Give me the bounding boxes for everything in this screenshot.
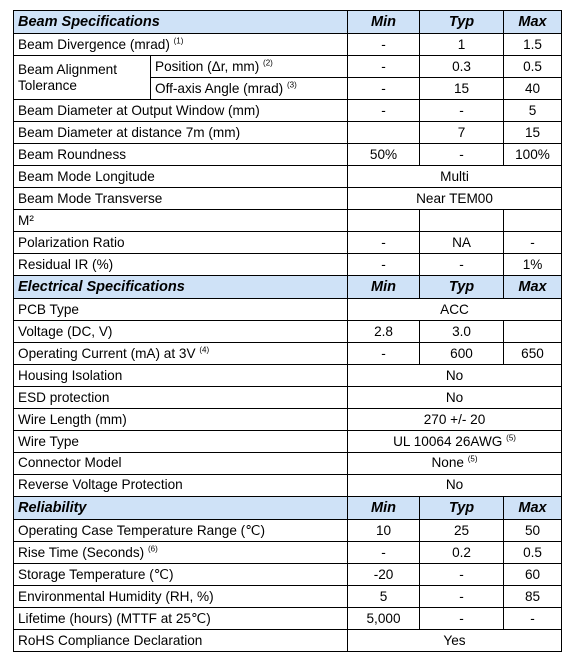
value-span <box>348 408 562 430</box>
header-max <box>504 496 562 519</box>
value-max <box>504 542 562 564</box>
row-label-text: Wire Length (mm) <box>18 411 127 427</box>
value-max-text: 100% <box>515 146 550 162</box>
value-typ <box>420 343 504 365</box>
value-min <box>348 231 420 253</box>
value-typ-text: - <box>459 588 464 604</box>
row-label <box>14 343 348 365</box>
row-label-text: M² <box>18 212 34 228</box>
header-min-text: Min <box>371 278 396 295</box>
value-typ <box>420 100 504 122</box>
value-max <box>504 122 562 144</box>
value-typ <box>420 34 504 56</box>
row-label <box>14 231 348 253</box>
row-label-text: Operating Case Temperature Range (℃) <box>18 522 265 538</box>
row-label <box>14 563 348 585</box>
table-row <box>14 563 562 585</box>
header-typ-text: Typ <box>448 13 475 30</box>
table-row <box>14 629 562 651</box>
table-row <box>14 408 562 430</box>
value-max <box>504 563 562 585</box>
value-span <box>348 474 562 496</box>
value-max-text: 50 <box>524 522 541 538</box>
value-min-text: - <box>381 234 386 250</box>
value-max <box>504 78 562 100</box>
value-max <box>504 520 562 542</box>
table-row <box>14 253 562 275</box>
table-row <box>14 166 562 188</box>
table-row <box>14 343 562 365</box>
value-span-text: 270 +/- 20 <box>423 411 486 427</box>
value-max-text: 40 <box>524 80 541 96</box>
value-max <box>504 231 562 253</box>
header-max <box>504 275 562 298</box>
value-min-text: -20 <box>373 566 394 582</box>
footnote-ref: (5) <box>467 454 478 464</box>
value-min <box>348 34 420 56</box>
table-row <box>14 209 562 231</box>
table-row <box>14 100 562 122</box>
header-typ-text: Typ <box>448 278 475 295</box>
value-span <box>348 452 562 474</box>
value-span <box>348 629 562 651</box>
value-typ-text: - <box>459 566 464 582</box>
table-row <box>14 520 562 542</box>
table-row <box>14 386 562 408</box>
value-span-text: No <box>445 367 464 383</box>
value-max <box>504 56 562 78</box>
value-max <box>504 585 562 607</box>
value-typ-text: NA <box>452 234 471 250</box>
row-label-text: Reverse Voltage Protection <box>18 477 183 493</box>
value-typ <box>420 585 504 607</box>
row-sublabel-text: Off-axis Angle (mrad) <box>155 80 284 96</box>
value-min <box>348 585 420 607</box>
table-row <box>14 607 562 629</box>
value-max <box>504 34 562 56</box>
value-min-text: 2.8 <box>374 323 393 339</box>
row-label-text: Lifetime (hours) (MTTF at 25℃) <box>18 610 211 626</box>
table-row <box>14 231 562 253</box>
value-max-text: - <box>530 610 535 626</box>
value-max <box>504 253 562 275</box>
row-label <box>14 299 348 321</box>
value-span-text: No <box>445 389 464 405</box>
row-label <box>14 607 348 629</box>
section-title-text: Reliability <box>18 499 87 516</box>
value-typ <box>420 209 504 231</box>
row-label-text: Beam Mode Longitude <box>18 168 155 184</box>
value-typ <box>420 78 504 100</box>
value-min-text: 5 <box>379 588 388 604</box>
section-title-text: Electrical Specifications <box>18 278 185 295</box>
group-label-text: Beam Alignment Tolerance <box>18 62 117 93</box>
section-title <box>14 496 348 519</box>
value-span-text: UL 10064 26AWG <box>393 433 503 449</box>
row-label-text: Operating Current (mA) at 3V <box>18 345 196 361</box>
value-min <box>348 144 420 166</box>
table-row <box>14 34 562 56</box>
group-label <box>14 56 151 100</box>
header-max-text: Max <box>518 499 547 516</box>
section-title-text: Beam Specifications <box>18 13 160 30</box>
value-typ <box>420 122 504 144</box>
header-max-text: Max <box>518 278 547 295</box>
value-max-text: 60 <box>524 566 541 582</box>
value-span-text: Near TEM00 <box>416 190 493 206</box>
value-min <box>348 520 420 542</box>
header-typ <box>420 496 504 519</box>
row-label-text: Polarization Ratio <box>18 234 125 250</box>
value-typ <box>420 56 504 78</box>
row-label-text: Housing Isolation <box>18 367 123 383</box>
header-min <box>348 496 420 519</box>
row-sublabel-text: Position (Δr, mm) <box>155 58 260 74</box>
row-label-text: Environmental Humidity (RH, %) <box>18 588 214 604</box>
section-title <box>14 275 348 298</box>
value-min <box>348 253 420 275</box>
value-typ <box>420 144 504 166</box>
value-max-text: 0.5 <box>523 58 542 74</box>
header-typ <box>420 11 504 34</box>
row-label-text: Residual IR (%) <box>18 256 114 272</box>
value-span <box>348 365 562 387</box>
value-max-text: 15 <box>524 124 541 140</box>
row-label <box>14 166 348 188</box>
row-label-text: PCB Type <box>18 301 79 317</box>
footnote-ref: (5) <box>506 432 516 442</box>
row-label-text: ESD protection <box>18 389 110 405</box>
header-typ-text: Typ <box>448 499 475 516</box>
row-label-text: Beam Diameter at distance 7m (mm) <box>18 124 241 140</box>
row-label <box>14 209 348 231</box>
value-max <box>504 100 562 122</box>
row-label-text: Beam Divergence (mrad) <box>18 36 170 52</box>
header-min <box>348 275 420 298</box>
table-row <box>14 321 562 343</box>
value-min <box>348 607 420 629</box>
value-min-text: - <box>381 102 386 118</box>
row-label <box>14 365 348 387</box>
row-label <box>14 474 348 496</box>
row-sublabel <box>151 56 348 78</box>
value-span-text: Multi <box>440 168 469 184</box>
table-row <box>14 474 562 496</box>
value-typ-text: 3.0 <box>452 323 471 339</box>
table-row <box>14 430 562 452</box>
value-min <box>348 56 420 78</box>
table-row <box>14 56 562 78</box>
row-label-text: RoHS Compliance Declaration <box>18 632 203 648</box>
section-header <box>14 275 562 298</box>
value-min <box>348 78 420 100</box>
value-min-text: - <box>381 345 386 361</box>
value-min-text: 50% <box>369 146 398 162</box>
value-typ-text: 25 <box>453 522 470 538</box>
value-span-text: Yes <box>443 632 466 648</box>
footnote-ref: (2) <box>263 58 273 68</box>
value-typ <box>420 542 504 564</box>
value-typ-text: 15 <box>453 80 470 96</box>
header-max <box>504 11 562 34</box>
table-row <box>14 365 562 387</box>
value-min-text: - <box>381 544 386 560</box>
value-max <box>504 209 562 231</box>
section-header <box>14 11 562 34</box>
section-title <box>14 11 348 34</box>
footnote-ref: (4) <box>199 345 210 355</box>
value-min <box>348 100 420 122</box>
value-typ <box>420 607 504 629</box>
row-label <box>14 520 348 542</box>
value-min <box>348 343 420 365</box>
row-label-text: Beam Roundness <box>18 146 127 162</box>
value-typ-text: 7 <box>457 124 466 140</box>
row-label <box>14 408 348 430</box>
row-label <box>14 629 348 651</box>
value-min-text: - <box>381 256 386 272</box>
value-min-text: - <box>381 80 386 96</box>
row-label-text: Beam Diameter at Output Window (mm) <box>18 102 260 118</box>
value-min-text: - <box>381 58 386 74</box>
row-sublabel <box>151 78 348 100</box>
row-label-text: Wire Type <box>18 433 79 449</box>
header-max-text: Max <box>518 13 547 30</box>
row-label <box>14 34 348 56</box>
value-max-text: 1.5 <box>523 36 542 52</box>
value-max-text: 650 <box>521 345 544 361</box>
value-min <box>348 122 420 144</box>
footnote-ref: (6) <box>147 544 158 554</box>
value-typ-text: 0.2 <box>452 544 471 560</box>
row-label <box>14 100 348 122</box>
value-max <box>504 607 562 629</box>
value-min <box>348 563 420 585</box>
value-typ-text: 600 <box>450 345 473 361</box>
row-label <box>14 430 348 452</box>
row-label <box>14 585 348 607</box>
row-label <box>14 321 348 343</box>
footnote-ref: (1) <box>173 36 184 46</box>
header-min <box>348 11 420 34</box>
spec-table <box>13 10 562 652</box>
value-min-text: 5,000 <box>366 610 401 626</box>
value-typ-text: - <box>459 102 464 118</box>
value-min-text: - <box>381 36 386 52</box>
value-span-text: ACC <box>440 301 469 317</box>
section-header <box>14 496 562 519</box>
value-span <box>348 299 562 321</box>
value-max-text: 1% <box>522 256 543 272</box>
value-max <box>504 144 562 166</box>
row-label-text: Voltage (DC, V) <box>18 323 113 339</box>
value-min <box>348 209 420 231</box>
value-max-text: 85 <box>524 588 541 604</box>
table-row <box>14 122 562 144</box>
row-label-text: Beam Mode Transverse <box>18 190 163 206</box>
row-label-text: Rise Time (Seconds) <box>18 544 145 560</box>
table-row <box>14 299 562 321</box>
value-typ-text: - <box>459 256 464 272</box>
row-label <box>14 144 348 166</box>
value-typ <box>420 520 504 542</box>
value-span <box>348 188 562 210</box>
value-span-text: None <box>431 455 464 471</box>
row-label-text: Storage Temperature (℃) <box>18 566 174 582</box>
value-span <box>348 166 562 188</box>
table-row <box>14 452 562 474</box>
row-label <box>14 188 348 210</box>
value-max-text: 5 <box>528 102 537 118</box>
value-typ <box>420 231 504 253</box>
table-row <box>14 542 562 564</box>
table-row <box>14 188 562 210</box>
header-min-text: Min <box>371 13 396 30</box>
value-typ <box>420 253 504 275</box>
value-min <box>348 321 420 343</box>
value-max-text: 0.5 <box>523 544 542 560</box>
value-min <box>348 542 420 564</box>
row-label <box>14 253 348 275</box>
footnote-ref: (3) <box>286 80 297 90</box>
value-typ <box>420 563 504 585</box>
row-label <box>14 386 348 408</box>
value-span <box>348 430 562 452</box>
value-typ-text: - <box>459 610 464 626</box>
value-typ <box>420 321 504 343</box>
value-max <box>504 343 562 365</box>
row-label <box>14 542 348 564</box>
value-min-text: 10 <box>375 522 392 538</box>
value-typ-text: 0.3 <box>452 58 471 74</box>
header-typ <box>420 275 504 298</box>
table-row <box>14 144 562 166</box>
table-row <box>14 585 562 607</box>
value-span <box>348 386 562 408</box>
value-max <box>504 321 562 343</box>
header-min-text: Min <box>371 499 396 516</box>
row-label <box>14 452 348 474</box>
value-typ-text: 1 <box>457 36 466 52</box>
value-typ-text: - <box>459 146 464 162</box>
value-span-text: No <box>445 477 464 493</box>
value-max-text: - <box>530 234 535 250</box>
row-label-text: Connector Model <box>18 455 122 471</box>
row-label <box>14 122 348 144</box>
